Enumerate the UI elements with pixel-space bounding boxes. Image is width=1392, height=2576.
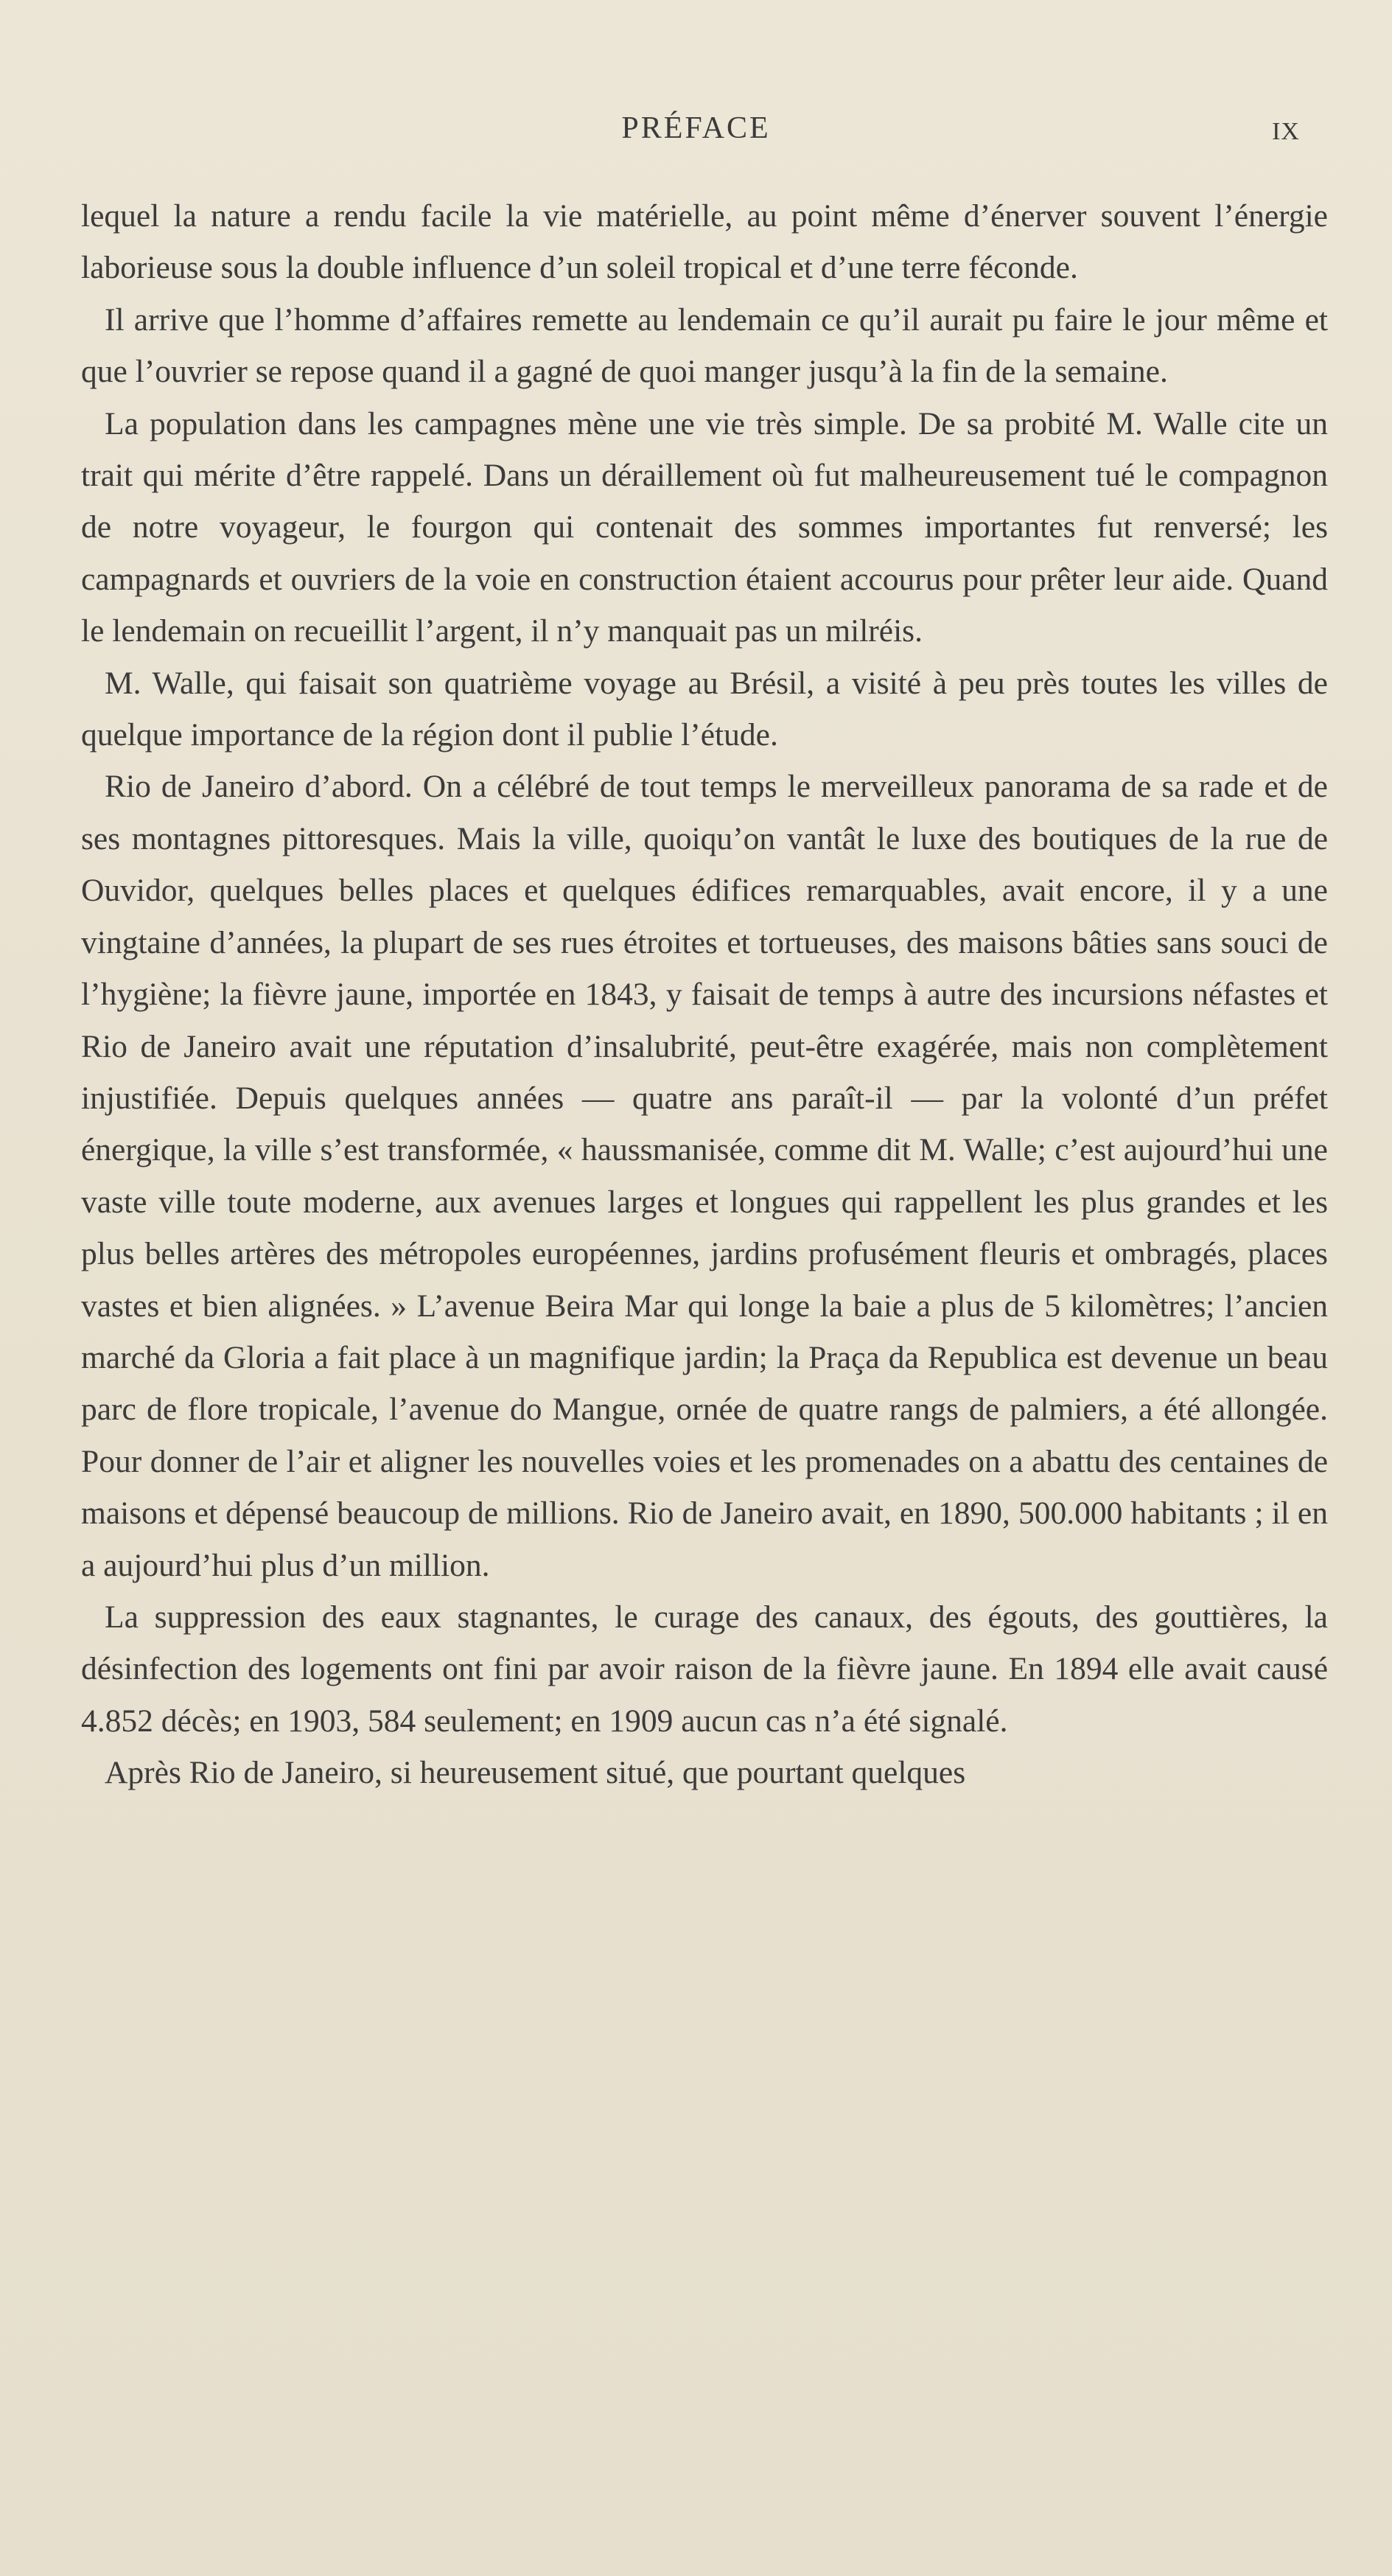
paragraph: Après Rio de Janeiro, si heureusement situé, que pourtant quelques bbox=[105, 1755, 966, 1791]
running-header-title: PRÉFACE bbox=[621, 111, 771, 145]
paragraph: La suppression des eaux stagnantes, le curage des canaux, des égouts, des gouttières, la désinfection des logements ont fini par avoir raison de la fièvre jaune. En 1894 elle avait causé 4.852 décès; en 1903, 584 seulement; en 1909 aucun cas n’a été signalé. bbox=[81, 1599, 1328, 1739]
paragraph: Rio de Janeiro d’abord. On a célébré de tout temps le merveilleux panorama de sa rade et de ses montagnes pittoresques. Mais la ville, quoiqu’on vantât le luxe des boutiques de la rue de Ouvidor, quelques belles places et quelques édifices remarquables, avait encore, il y a une vingtaine d’années, la plupart de ses rues étroites et tortueuses, des maisons bâties sans souci de l’hygiène; la fièvre jaune, importée en 1843, y faisait de temps à autre des incursions néfastes et Rio de Janeiro avait une réputation d’insalubrité, peut-être exagérée, mais non complètement injustifiée. Depuis quelques années — quatre ans paraît-il — par la volonté d’un préfet énergique, la ville s’est transformée, « haussmanisée, comme dit M. Walle; c’est aujourd’hui une vaste ville toute moderne, aux avenues larges et longues qui rappellent les plus grandes et les plus belles artères des métropoles européennes, jardins profusément fleuris et ombragés, places vastes et bien alignées. » L’avenue Beira Mar qui longe la baie a plus de 5 kilomètres; l’ancien marché da Gloria a fait place à un magnifique jardin; la Praça da Republica est devenue un beau parc de flore tropicale, l’avenue do Mangue, ornée de quatre rangs de palmiers, a été allongée. Pour donner de l’air et aligner les nouvelles voies et les promenades on a abattu des centaines de maisons et dépensé beaucoup de millions. Rio de Janeiro avait, en 1890, 500.000 habitants ; il en a aujourd’hui plus d’un million. bbox=[81, 769, 1328, 1583]
paragraph: Il arrive que l’homme d’affaires remette au lendemain ce qu’il aurait pu faire le jour même et que l’ouvrier se repose quand il a gagné de quoi manger jusqu’à la fin de la semaine. bbox=[81, 301, 1328, 390]
paragraph-continued: lequel la nature a rendu facile la vie matérielle, au point même d’énerver souvent l’énergie laborieuse sous la double influence d’un soleil tropical et d’une terre féconde. bbox=[81, 198, 1328, 286]
paragraph: M. Walle, qui faisait son quatrième voyage au Brésil, a visité à peu près toutes les villes de quelque importance de la région dont il publie l’étude. bbox=[81, 665, 1328, 753]
paragraph: La population dans les campagnes mène une vie très simple. De sa probité M. Walle cite un trait qui mérite d’être rappelé. Dans un déraillement où fut malheureusement tué le compagnon de notre voyageur, le fourgon qui contenait des sommes importantes fut renversé; les campagnards et ouvriers de la voie en construction étaient accourus pour prêter leur aide. Quand le lendemain on recueillit l’argent, il n’y manquait pas un milréis. bbox=[81, 405, 1328, 649]
page-number: IX bbox=[1272, 118, 1300, 145]
body-text bbox=[81, 190, 1328, 1799]
